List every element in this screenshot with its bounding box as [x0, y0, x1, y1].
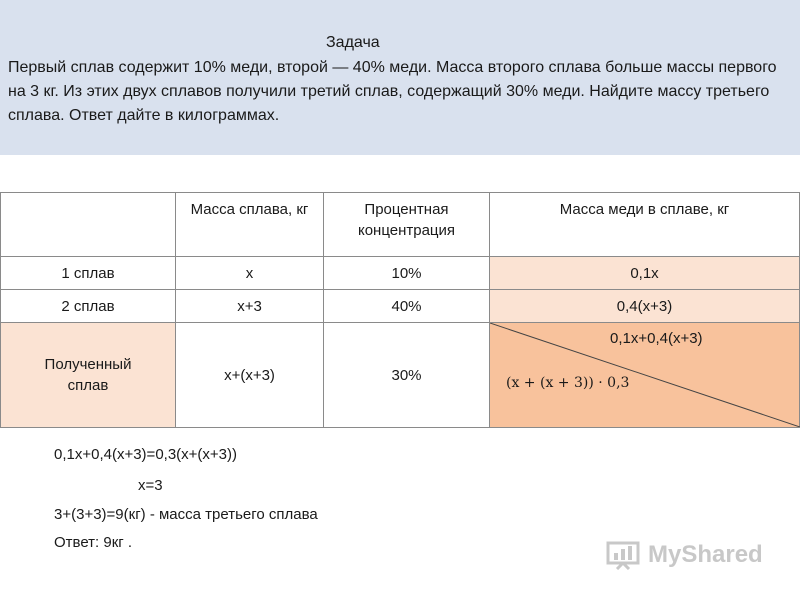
row2-mass: x+3: [176, 290, 324, 323]
row3-mass: x+(x+3): [176, 323, 324, 428]
root-line: x=3: [138, 477, 163, 494]
row3-label: [1, 323, 176, 428]
row3-copper: 0,1x+0,4(x+3): [610, 330, 703, 347]
row1-label: 1 сплав: [1, 257, 176, 290]
row3-label-text: Полученный сплав: [44, 356, 132, 394]
header-copper-mass: Масса меди в сплаве, кг: [490, 193, 800, 257]
table-row: [1, 257, 800, 290]
row3-percent: 30%: [324, 323, 490, 428]
row2-copper: 0,4(x+3): [490, 290, 800, 323]
row2-percent: 40%: [324, 290, 490, 323]
row1-mass: x: [176, 257, 324, 290]
table-header-row: [1, 193, 800, 257]
answer-line: Ответ: 9кг .: [54, 534, 133, 551]
table-row: [1, 323, 800, 428]
task-text: Первый сплав содержит 10% меди, второй — 40% меди. Масса второго сплава больше массы первого на 3 кг. Из этих двух сплавов получили третий сплав, содержащий 30% меди. Найдите массу третьего сплава. Ответ дайте в килограммах.: [8, 59, 777, 124]
solution-table: [0, 192, 800, 428]
watermark-text: MyShared: [648, 541, 763, 568]
watermark: [606, 538, 763, 572]
header-concentration: Процентная концентрация: [324, 193, 490, 257]
row1-copper: 0,1x: [490, 257, 800, 290]
task-box: [0, 0, 800, 155]
table-row: [1, 290, 800, 323]
diagonal-formula: (x + (x + 3)) · 0,3: [506, 375, 630, 391]
header-alloy-mass: Масса сплава, кг: [176, 193, 324, 257]
task-title: Задача: [326, 34, 380, 51]
equation-line: 0,1x+0,4(x+3)=0,3(x+(x+3)): [54, 446, 238, 463]
header-empty-cell: [1, 193, 176, 257]
row3-copper-cell: [490, 323, 800, 428]
row1-percent: 10%: [324, 257, 490, 290]
result-line: 3+(3+3)=9(кг) - масса третьего сплава: [54, 506, 318, 523]
row2-label: 2 сплав: [1, 290, 176, 323]
presentation-board-icon: [606, 540, 640, 570]
